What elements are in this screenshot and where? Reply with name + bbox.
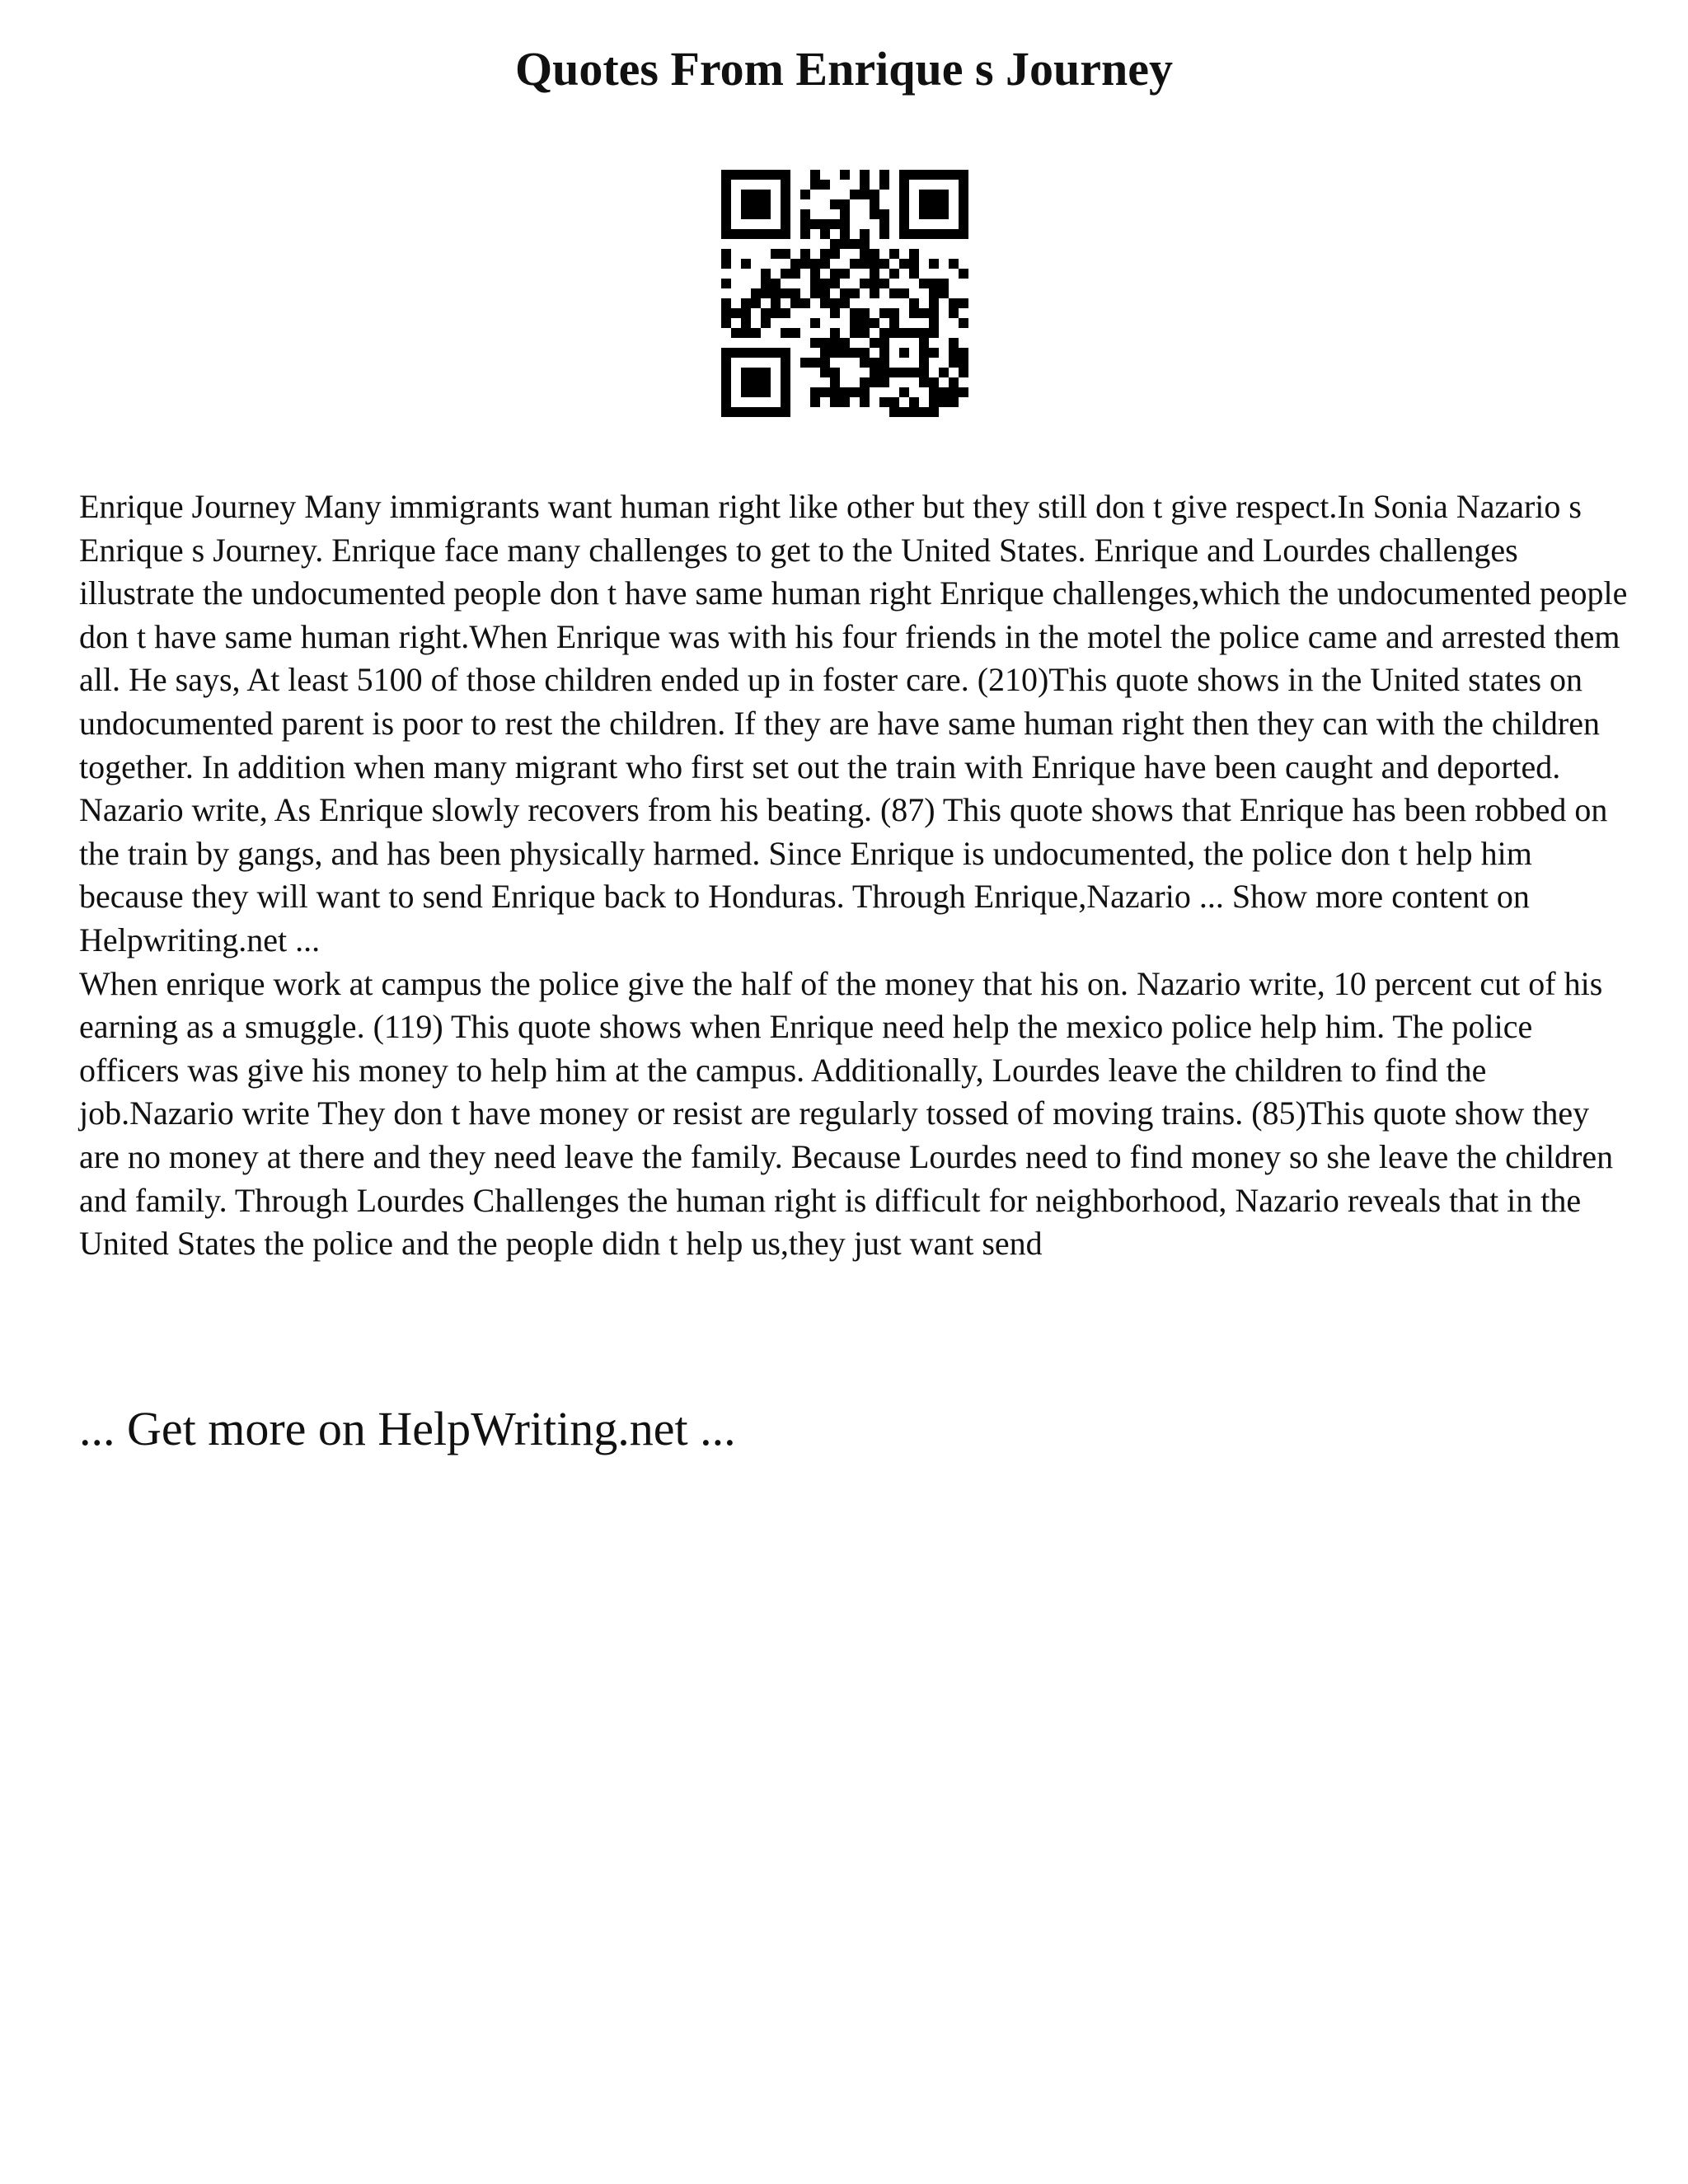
article-body <box>79 485 1629 1266</box>
qr-code-icon <box>721 170 968 417</box>
qr-code <box>721 170 968 417</box>
article-paragraph-2: When enrique work at campus the police give the half of the money that his on. Nazario write, 10 percent cut of his earning as a smuggle. (119) This quote shows when Enrique need help the mexico police help him. The police officers was give his money to help him at the campus. Additionally, Lourdes leave the children to find the job.Nazario write They don t have money or resist are regularly tossed of moving trains. (85)This quote show they are no money at there and they need leave the family. Because Lourdes need to find money so she leave the children and family. Through Lourdes Challenges the human right is difficult for neighborhood, Nazario reveals that in the United States the police and the people didn t help us,they just want send <box>79 964 1614 1263</box>
get-more-link[interactable]: ... Get more on HelpWriting.net ... <box>79 1402 736 1455</box>
document-title: Quotes From Enrique s Journey <box>514 42 1174 96</box>
article-paragraph-1: Enrique Journey Many immigrants want human right like other but they still don t give respect.In Sonia Nazario s Enrique s Journey. Enrique face many challenges to get to the United States. Enrique and Lourdes challenges illustrate the undocumented people don t have same human right Enrique challenges,which the undocumented people don t have same human right.When Enrique was with his four friends in the motel the police came and arrested them all. He says, At least 5100 of those children ended up in foster care. (210)This quote shows in the United states on undocumented parent is poor to rest the children. If they are have same human right then they can with the children together. In addition when many migrant who first set out the train with Enrique have been caught and deported. Nazario write, As Enrique slowly recovers from his beating. (87) This quote shows that Enrique has been robbed on the train by gangs, and has been physically harmed. Since Enrique is undocumented, the police don t help him because they will want to send Enrique back to Honduras. Through Enrique,Nazario ... Show more content on Helpwriting.net ... <box>79 488 1628 958</box>
